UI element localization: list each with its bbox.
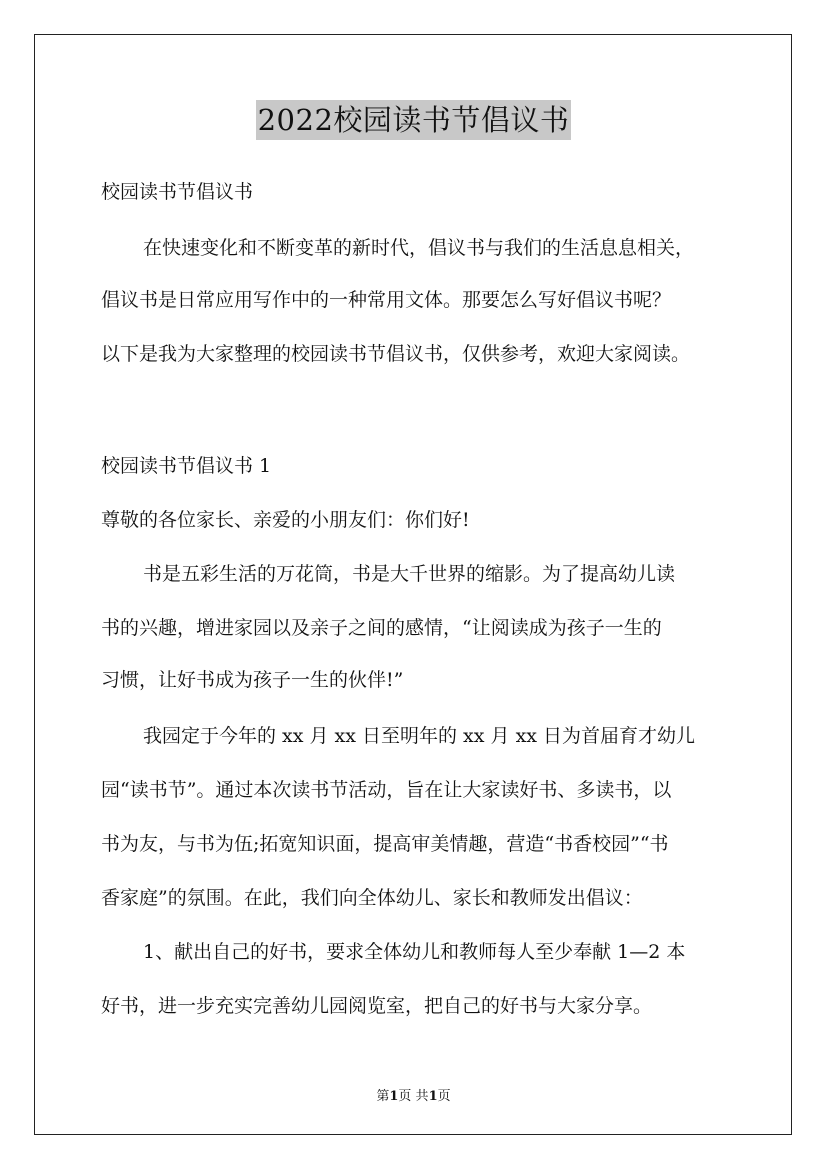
para2-line-2: 园“读书节”。通过本次读书节活动，旨在让大家读好书、多读书，以 xyxy=(101,779,672,801)
footer-page-total: 1 xyxy=(428,1089,438,1104)
footer-mid: 页 共 xyxy=(398,1089,429,1104)
para2-line-3: 书为友，与书为伍;拓宽知识面，提高审美情趣，营造“书香校园”“书 xyxy=(101,833,669,855)
para1-line-1: 书是五彩生活的万花筒，书是大千世界的缩影。为了提高幼儿读 xyxy=(143,563,676,585)
greeting: 尊敬的各位家长、亲爱的小朋友们：你们好! xyxy=(101,509,470,531)
para1-line-3: 习惯，让好书成为孩子一生的伙伴!” xyxy=(101,669,404,691)
intro-line-3: 以下是我为大家整理的校园读书节倡议书，仅供参考，欢迎大家阅读。 xyxy=(101,343,691,365)
subtitle: 校园读书节倡议书 xyxy=(101,181,254,203)
para3-line-2: 好书，进一步充实完善幼儿园阅览室，把自己的好书与大家分享。 xyxy=(101,995,653,1017)
footer-suffix: 页 xyxy=(437,1089,451,1104)
footer-prefix: 第 xyxy=(376,1089,390,1104)
footer-page-number: 1 xyxy=(389,1089,399,1104)
document-title: 2022校园读书节倡议书 xyxy=(256,100,572,140)
page-footer xyxy=(0,1085,827,1104)
para1-line-2: 书的兴趣，增进家园以及亲子之间的感情，“让阅读成为孩子一生的 xyxy=(101,617,662,639)
intro-line-1: 在快速变化和不断变革的新时代，倡议书与我们的生活息息相关， xyxy=(143,237,695,259)
para2-line-1: 我园定于今年的 xx 月 xx 日至明年的 xx 月 xx 日为首届育才幼儿 xyxy=(143,725,696,747)
section-title: 校园读书节倡议书 1 xyxy=(101,455,272,477)
para2-line-4: 香家庭”的氛围。在此，我们向全体幼儿、家长和教师发出倡议： xyxy=(101,887,643,909)
intro-line-2: 倡议书是日常应用写作中的一种常用文体。那要怎么写好倡议书呢？ xyxy=(101,289,672,311)
para3-line-1: 1、献出自己的好书，要求全体幼儿和教师每人至少奉献 1—2 本 xyxy=(143,941,686,963)
